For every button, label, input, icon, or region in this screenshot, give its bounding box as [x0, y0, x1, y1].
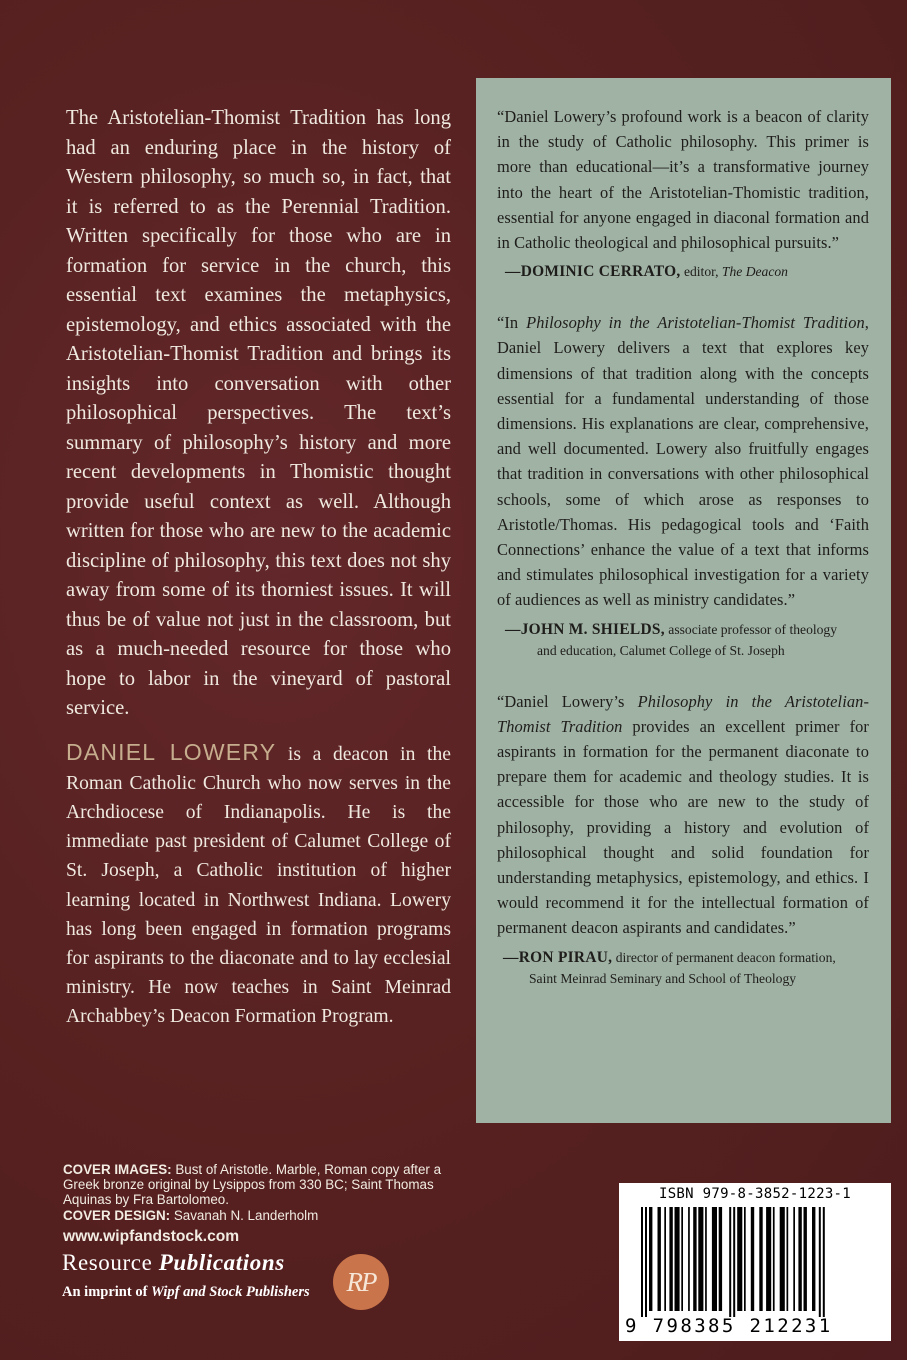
- endorsement-2: [497, 310, 869, 660]
- barcode-bar: [681, 1207, 683, 1311]
- book-description: The Aristotelian-Thomist Tradition has long had an enduring place in the history of Western philosophy, so much so, in fact, that it is referred to as the Perennial Tradition. Written specifically for those who are in formation for service in the church, this essential text examines the metaphysics, epistemology, and ethics associated with the Aristotelian-Thomist Tradition and brings its insights into conversation with other philosophical perspectives. The text’s summary of philosophy’s history and more recent developments in Thomistic thought provide useful context as well. Although written for those who are new to the academic discipline of philosophy, this text does not shy away from some of its thorniest issues. It will thus be of value not just in the classroom, but as a much-needed resource for those who hope to labor in the vineyard of pastoral service.: [66, 107, 451, 719]
- endorsement-quote: [497, 689, 869, 941]
- barcode-bar: [819, 1207, 821, 1317]
- endorser-role: director of permanent deacon formation,: [612, 949, 836, 965]
- publisher-website: www.wipfandstock.com: [63, 1228, 240, 1245]
- barcode-bar: [773, 1207, 775, 1311]
- isbn-label: ISBN 979-8-3852-1223-1: [658, 1186, 852, 1202]
- barcode-bar: [759, 1207, 762, 1311]
- barcode-bar: [693, 1207, 696, 1311]
- endorser-role-line2: Saint Meinrad Seminary and School of Theology: [529, 970, 797, 986]
- endorser-name: —JOHN M. SHIELDS,: [505, 620, 665, 638]
- quote-text: “Daniel Lowery’s: [497, 691, 638, 711]
- publisher-imprint: [62, 1284, 310, 1301]
- barcode-bar: [798, 1207, 801, 1311]
- endorser-name: —DOMINIC CERRATO,: [505, 263, 681, 281]
- book-title-italic: Philosophy in the Aristotelian-Thomist Tradition: [526, 313, 865, 333]
- author-bio-text: is a deacon in the Roman Catholic Church who now serves in the Archdiocese of Indianapolis. He is the immediate past president of Calumet College of St. Joseph, a Catholic institution of higher learning located in Northwest Indiana. Lowery has long been engaged in formation programs for aspirants to the diaconate and to lay ecclesial ministry. He now teaches in Saint Meinrad Archabbey’s Deacon Formation Program.: [66, 743, 451, 1028]
- credit-text: Bust of Aristotle. Marble, Roman copy after a Greek bronze original by Lysippos from 330 BC; Saint Thomas Aquinas by Fra Bartolomeo.: [63, 1162, 442, 1208]
- barcode-bar: [664, 1207, 666, 1311]
- credit-text: Savanah N. Landerholm: [170, 1207, 319, 1223]
- cover-images-credit: [63, 1162, 443, 1208]
- quote-text: provides an excellent primer for aspirants in formation for the permanent diaconate to prepare them for academic and theology studies. It is accessible for those who are new to the study of philosophy, providing a history and evolution of philosophical thought and solid foundation for understanding metaphysics, epistemology, and ethics. I would recommend it for the intellectual formation of permanent deacon aspirants and candidates.”: [497, 716, 869, 938]
- credit-label: COVER DESIGN:: [63, 1207, 171, 1223]
- publisher-name-plain: Resource: [62, 1250, 159, 1275]
- book-title-italic: Philosophy in the Aristotelian-Thomist Tradition: [497, 691, 869, 736]
- barcode-bar: [645, 1207, 647, 1317]
- barcode-bar: [737, 1207, 742, 1311]
- barcode-bar: [751, 1207, 754, 1311]
- barcode-bar: [823, 1207, 825, 1317]
- barcode-bar: [698, 1207, 703, 1311]
- barcode-bar: [675, 1207, 680, 1311]
- barcode-bar: [793, 1207, 795, 1311]
- endorser-name: —RON PIRAU,: [503, 948, 613, 966]
- endorsement-attribution: [503, 947, 869, 989]
- quote-text: , Daniel Lowery delivers a text that explores key dimensions of that tradition along with the concepts essential for a fundamental understanding of those dimensions. His explanations are clear, comprehensive, and well documented. Lowery also fruitfully engages that tradition in conversations with other philosophical schools, some of which arose as responses to Aristotle/Thomas. His pedagogical tools and ‘Faith Connections’ enhance the value of a text that informs and stimulates philosophical investigation for a variety of audiences as well as ministry candidates.”: [497, 313, 869, 610]
- back-cover-left-column: [66, 104, 451, 1032]
- barcode-bar: [787, 1207, 789, 1311]
- publisher-logo: RP: [333, 1254, 389, 1310]
- barcode-bar: [804, 1207, 807, 1311]
- barcode-bar: [766, 1207, 771, 1311]
- endorser-role: associate professor of theology: [664, 621, 838, 637]
- publisher-name-italic: Publications: [158, 1250, 285, 1275]
- endorsement-3: [497, 689, 869, 989]
- barcode-bar: [733, 1207, 735, 1317]
- endorsement-quote: [497, 310, 869, 612]
- imprint-text: An imprint of: [62, 1284, 152, 1300]
- barcode-bar: [712, 1207, 717, 1311]
- cover-credits: [63, 1162, 443, 1223]
- barcode-bar: [780, 1207, 785, 1311]
- quote-text: “In: [497, 313, 527, 333]
- cover-design-credit: [63, 1208, 443, 1223]
- barcode-bar: [658, 1207, 661, 1311]
- author-bio: [66, 738, 451, 1032]
- endorsement-1: [497, 104, 869, 282]
- barcode-bar: [688, 1207, 690, 1311]
- endorser-role-italic: The Deacon: [721, 264, 788, 280]
- isbn-barcode: [619, 1183, 891, 1341]
- endorsement-attribution: [505, 619, 869, 661]
- barcode-bar: [729, 1207, 731, 1317]
- barcode-bar: [812, 1207, 815, 1311]
- barcode-bar: [705, 1207, 707, 1311]
- publisher-name: [62, 1250, 285, 1276]
- barcode-bar: [641, 1207, 643, 1317]
- endorsement-quote: “Daniel Lowery’s profound work is a beacon of clarity in the study of Catholic philosophy. This primer is more than educational—it’s a transformative journey into the heart of the Aristotelian-Thomistic tradition, essential for anyone engaged in diaconal formation and in Catholic theological and philosophical pursuits.”: [497, 107, 869, 253]
- imprint-italic: Wipf and Stock Publishers: [151, 1284, 310, 1300]
- credit-label: COVER IMAGES:: [63, 1162, 172, 1177]
- endorser-role: editor,: [680, 264, 722, 280]
- barcode-digits: 9 798385 212231: [625, 1315, 833, 1337]
- barcode-bar: [744, 1207, 746, 1311]
- barcode-bar: [669, 1207, 672, 1311]
- author-name: DANIEL LOWERY: [66, 738, 277, 765]
- barcode-bar: [719, 1207, 722, 1311]
- endorsement-attribution: [505, 261, 869, 282]
- endorser-role-line2: and education, Calumet College of St. Joseph: [537, 642, 785, 658]
- endorsements-panel: [476, 78, 891, 1123]
- barcode-bar: [649, 1207, 652, 1311]
